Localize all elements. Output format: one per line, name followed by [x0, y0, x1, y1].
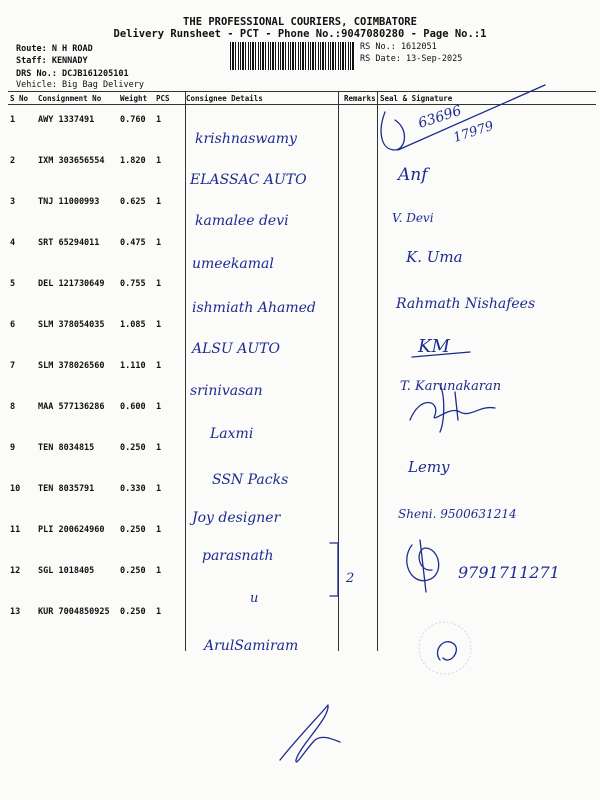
- row-pcs: 1: [156, 443, 162, 453]
- consignee-handwriting-12: u: [250, 591, 259, 606]
- row-consignment-no: SLM 378026560: [38, 361, 105, 371]
- remark-handwriting-12: 2: [346, 571, 355, 586]
- row-weight: 0.330: [120, 484, 146, 494]
- row-pcs: 1: [156, 279, 162, 289]
- row-weight: 0.600: [120, 402, 146, 412]
- row-pcs: 1: [156, 238, 162, 248]
- signature-scribble-12: [407, 540, 439, 592]
- signature-handwriting-4: K. Uma: [406, 248, 463, 266]
- signature-handwriting-10: Sheni. 9500631214: [398, 507, 517, 521]
- consignee-handwriting-2: ELASSAC AUTO: [190, 172, 307, 188]
- row-weight: 1.820: [120, 156, 146, 166]
- row-sno: 12: [10, 566, 21, 576]
- staff-label: Staff: KENNADY: [16, 56, 88, 66]
- row-sno: 7: [10, 361, 16, 371]
- row-sno: 2: [10, 156, 16, 166]
- signature-handwriting-2: Anf: [398, 165, 428, 185]
- row-sno: 1: [10, 115, 16, 125]
- row-pcs: 1: [156, 402, 162, 412]
- row-weight: 1.110: [120, 361, 146, 371]
- staff-signature-scribble: [280, 705, 340, 762]
- signature-handwriting-7: T. Karunakaran: [400, 379, 502, 394]
- signature-handwriting-1a: 63696: [416, 102, 464, 132]
- rs-number: RS No.: 1612051: [360, 42, 437, 52]
- col-sno: S No: [8, 92, 36, 105]
- signature-handwriting-1b: 17979: [451, 118, 496, 146]
- signature-handwriting-3: V. Devi: [392, 211, 434, 225]
- row-sno: 11: [10, 525, 21, 535]
- vehicle-label: Vehicle: Big Bag Delivery: [16, 80, 144, 90]
- company-name: THE PROFESSIONAL COURIERS, COIMBATORE: [183, 16, 417, 28]
- row-consignment-no: SRT 65294011: [38, 238, 100, 248]
- row-consignment-no: AWY 1337491: [38, 115, 95, 125]
- row-consignment-no: DEL 121730649: [38, 279, 105, 289]
- row-sno: 13: [10, 607, 21, 617]
- row-pcs: 1: [156, 320, 162, 330]
- row-weight: 0.475: [120, 238, 146, 248]
- row-pcs: 1: [156, 566, 162, 576]
- consignee-handwriting-6: ALSU AUTO: [192, 341, 280, 357]
- row-consignment-no: IXM 303656554: [38, 156, 105, 166]
- row-consignment-no: PLI 200624960: [38, 525, 105, 535]
- drs-label: DRS No.: DCJB161205101: [16, 69, 129, 79]
- col-remarks: Remarks: [342, 92, 378, 105]
- route-label: Route: N H ROAD: [16, 44, 93, 54]
- consignee-handwriting-4: umeekamal: [192, 256, 274, 272]
- row-consignment-no: TNJ 11000993: [38, 197, 100, 207]
- row-weight: 0.250: [120, 443, 146, 453]
- row-weight: 0.250: [120, 525, 146, 535]
- row-sno: 10: [10, 484, 21, 494]
- consignee-handwriting-10: Joy designer: [192, 510, 281, 526]
- row-sno: 4: [10, 238, 16, 248]
- row-weight: 0.250: [120, 566, 146, 576]
- row-consignment-no: MAA 577136286: [38, 402, 105, 412]
- row-weight: 0.755: [120, 279, 146, 289]
- consignee-handwriting-5: ishmiath Ahamed: [192, 300, 316, 316]
- consignee-handwriting-9: SSN Packs: [212, 472, 289, 488]
- signature-scribble-13: [438, 642, 457, 660]
- row-sno: 5: [10, 279, 16, 289]
- row-consignment-no: TEN 8035791: [38, 484, 95, 494]
- row-pcs: 1: [156, 197, 162, 207]
- signature-handwriting-6: KM: [418, 336, 450, 357]
- row-weight: 0.250: [120, 607, 146, 617]
- col-signature: Seal & Signature: [378, 92, 596, 105]
- consignee-handwriting-7: srinivasan: [190, 383, 263, 399]
- consignee-handwriting-1: krishnaswamy: [195, 131, 297, 147]
- row-weight: 0.625: [120, 197, 146, 207]
- col-pcs: PCS: [154, 92, 184, 105]
- row-pcs: 1: [156, 607, 162, 617]
- signature-handwriting-9: Lemy: [408, 458, 450, 476]
- row-sno: 6: [10, 320, 16, 330]
- row-weight: 1.085: [120, 320, 146, 330]
- row-pcs: 1: [156, 484, 162, 494]
- consignee-handwriting-3: kamalee devi: [195, 213, 289, 229]
- row-pcs: 1: [156, 525, 162, 535]
- row-pcs: 1: [156, 361, 162, 371]
- row-sno: 3: [10, 197, 16, 207]
- col-consignee: Consignee Details: [184, 92, 342, 105]
- col-weight: Weight: [118, 92, 154, 105]
- row-sno: 9: [10, 443, 16, 453]
- rs-date: RS Date: 13-Sep-2025: [360, 54, 463, 64]
- faint-seal-stamp: [419, 622, 471, 674]
- signature-handwriting-12: 9791711271: [458, 563, 560, 582]
- row-pcs: 1: [156, 115, 162, 125]
- signature-handwriting-5: Rahmath Nishafees: [396, 296, 536, 312]
- consignee-handwriting-11: parasnath: [202, 548, 274, 564]
- col-consignment: Consignment No: [36, 92, 118, 105]
- row-pcs: 1: [156, 156, 162, 166]
- row-consignment-no: KUR 7004850925: [38, 607, 110, 617]
- consignee-handwriting-8: Laxmi: [210, 426, 254, 442]
- row-weight: 0.760: [120, 115, 146, 125]
- consignee-handwriting-13: ArulSamiram: [204, 638, 299, 654]
- row-consignment-no: TEN 8034815: [38, 443, 95, 453]
- row-consignment-no: SGL 1018405: [38, 566, 95, 576]
- bracket-mark: [330, 543, 338, 596]
- runsheet-subtitle: Delivery Runsheet - PCT - Phone No.:9047080280 - Page No.:1: [113, 28, 487, 40]
- row-sno: 8: [10, 402, 16, 412]
- row-consignment-no: SLM 378054035: [38, 320, 105, 330]
